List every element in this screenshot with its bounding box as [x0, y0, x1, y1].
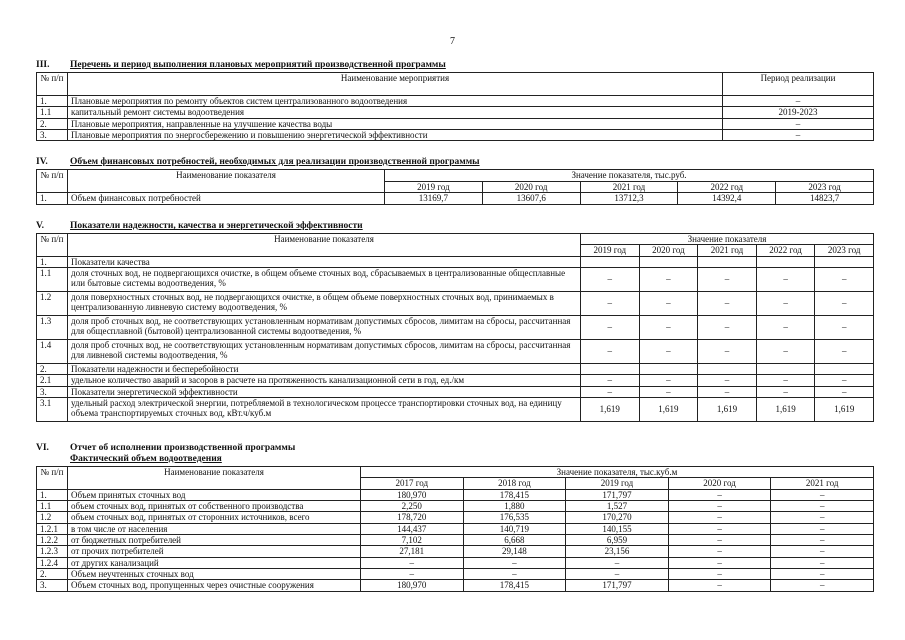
- row-value: –: [668, 568, 771, 579]
- row-name: от других канализаций: [68, 557, 361, 568]
- row-name: Показатели энергетической эффективности: [68, 386, 581, 397]
- row-value: –: [756, 267, 815, 291]
- row-name: от бюджетных потребителей: [68, 534, 361, 545]
- row-value: –: [771, 500, 874, 511]
- table-row: [37, 512, 874, 523]
- row-number: 1.1: [37, 107, 68, 118]
- year-header: 2019 год: [566, 478, 669, 489]
- row-value: –: [581, 339, 640, 363]
- row-value: [815, 256, 874, 267]
- row-number: 1.2.1: [37, 523, 68, 534]
- row-value: [698, 363, 757, 374]
- row-value: –: [756, 339, 815, 363]
- section-title: Показатели надежности, качества и энергетической эффективности: [70, 221, 363, 231]
- row-value: 171,797: [566, 489, 669, 500]
- row-value: [698, 256, 757, 267]
- row-value: –: [581, 291, 640, 315]
- table-row: [37, 534, 874, 545]
- row-value: –: [815, 375, 874, 386]
- row-number: 2.: [37, 363, 68, 374]
- row-value: 13607,6: [482, 193, 580, 204]
- section-5-heading: [36, 221, 874, 232]
- row-number: 1.1: [37, 500, 68, 511]
- col-header-value: Значение показателя: [581, 233, 874, 244]
- row-period: –: [723, 129, 874, 140]
- table-row: [37, 95, 874, 106]
- row-value: –: [581, 386, 640, 397]
- year-header: 2020 год: [482, 181, 580, 192]
- row-value: 14392,4: [678, 193, 776, 204]
- table-row: [37, 291, 874, 315]
- row-value: 1,619: [756, 397, 815, 421]
- row-value: –: [756, 386, 815, 397]
- row-value: –: [771, 557, 874, 568]
- row-value: 180,970: [361, 489, 464, 500]
- year-header: 2019 год: [385, 181, 483, 192]
- year-header: 2021 год: [698, 245, 757, 256]
- row-value: –: [361, 557, 464, 568]
- row-value: –: [566, 557, 669, 568]
- row-value: –: [756, 375, 815, 386]
- row-value: 1,880: [463, 500, 566, 511]
- row-value: –: [668, 523, 771, 534]
- row-value: 6,668: [463, 534, 566, 545]
- row-value: –: [756, 291, 815, 315]
- row-value: [756, 363, 815, 374]
- indicators-table: [36, 233, 874, 422]
- row-number: 1.4: [37, 339, 68, 363]
- col-header-name: Наименование показателя: [68, 169, 385, 192]
- row-number: 1.: [37, 489, 68, 500]
- row-number: 3.: [37, 386, 68, 397]
- row-number: 1.2.4: [37, 557, 68, 568]
- table-row: [37, 546, 874, 557]
- row-value: 27,181: [361, 546, 464, 557]
- table-row: [37, 267, 874, 291]
- row-number: 3.: [37, 580, 68, 591]
- page-number: 7: [450, 36, 455, 47]
- row-value: –: [581, 375, 640, 386]
- row-value: 140,155: [566, 523, 669, 534]
- row-value: 178,415: [463, 580, 566, 591]
- row-name: капитальный ремонт системы водоотведения: [68, 107, 723, 118]
- row-name: Плановые мероприятия, направленные на улучшение качества воды: [68, 118, 723, 129]
- row-number: 1.2.2: [37, 534, 68, 545]
- row-value: [756, 256, 815, 267]
- section-3: [36, 60, 874, 141]
- row-value: [581, 256, 640, 267]
- section-6: [36, 443, 874, 592]
- row-name: доля поверхностных сточных вод, не подвергающихся очистке, в общем объеме поверхностных сточных вод, принимаемых в централизованную ливневую систему водоотведения, %: [68, 291, 581, 315]
- row-value: –: [361, 568, 464, 579]
- table-row: [37, 489, 874, 500]
- row-value: 176,535: [463, 512, 566, 523]
- row-number: 1.2.3: [37, 546, 68, 557]
- row-value: –: [815, 267, 874, 291]
- row-value: 171,797: [566, 580, 669, 591]
- col-header-value: Значение показателя, тыс.руб.: [385, 169, 874, 181]
- row-name: доля проб сточных вод, не соответствующих установленным нормативам допустимых сбросов, лимитам на сбросы, рассчитанная для ливневой системы водоотведения, %: [68, 339, 581, 363]
- year-header: 2022 год: [678, 181, 776, 192]
- year-header: 2021 год: [771, 478, 874, 489]
- row-value: –: [698, 267, 757, 291]
- row-value: –: [771, 489, 874, 500]
- col-header-value: Значение показателя, тыс.куб.м: [361, 466, 874, 477]
- row-value: [639, 256, 698, 267]
- row-number: 1.2: [37, 512, 68, 523]
- row-value: 1,619: [581, 397, 640, 421]
- row-value: –: [698, 386, 757, 397]
- row-value: –: [815, 315, 874, 339]
- row-value: –: [668, 546, 771, 557]
- row-name: от прочих потребителей: [68, 546, 361, 557]
- table-row: [37, 129, 874, 140]
- table-row: [37, 107, 874, 118]
- col-header-no: № п/п: [37, 72, 68, 95]
- row-value: 1,619: [639, 397, 698, 421]
- row-number: 1.1: [37, 267, 68, 291]
- year-header: 2020 год: [668, 478, 771, 489]
- row-value: –: [698, 375, 757, 386]
- row-value: 7,102: [361, 534, 464, 545]
- section-number: IV.: [36, 157, 48, 167]
- row-value: –: [668, 557, 771, 568]
- row-value: 29,148: [463, 546, 566, 557]
- year-header: 2019 год: [581, 245, 640, 256]
- table-row: [37, 363, 874, 374]
- row-value: 13712,3: [580, 193, 678, 204]
- row-value: –: [668, 500, 771, 511]
- row-number: 1.: [37, 193, 68, 204]
- row-name: Объем принятых сточных вод: [68, 489, 361, 500]
- table-row: [37, 315, 874, 339]
- section-3-heading: [36, 60, 874, 71]
- row-value: [639, 363, 698, 374]
- table-row: [37, 118, 874, 129]
- row-value: 178,415: [463, 489, 566, 500]
- row-value: –: [771, 534, 874, 545]
- row-number: 1.2: [37, 291, 68, 315]
- report-table: [36, 466, 874, 592]
- row-name: Объем финансовых потребностей: [68, 193, 385, 204]
- row-value: –: [463, 557, 566, 568]
- row-value: –: [581, 315, 640, 339]
- col-header-no: № п/п: [37, 466, 68, 489]
- row-value: –: [771, 512, 874, 523]
- year-header: 2021 год: [580, 181, 678, 192]
- row-name: Объем сточных вод, пропущенных через очистные сооружения: [68, 580, 361, 591]
- row-value: –: [756, 315, 815, 339]
- row-value: –: [815, 291, 874, 315]
- row-value: 178,720: [361, 512, 464, 523]
- row-value: –: [639, 386, 698, 397]
- table-row: [37, 568, 874, 579]
- row-value: 1,527: [566, 500, 669, 511]
- row-period: –: [723, 95, 874, 106]
- row-value: –: [771, 546, 874, 557]
- year-header: 2020 год: [639, 245, 698, 256]
- section-number: V.: [36, 221, 45, 231]
- year-header: 2023 год: [815, 245, 874, 256]
- table-row: [37, 580, 874, 591]
- row-name: Показатели надежности и бесперебойности: [68, 363, 581, 374]
- row-value: 144,437: [361, 523, 464, 534]
- col-header-period: Период реализации: [723, 72, 874, 95]
- table-row: [37, 386, 874, 397]
- row-number: 3.: [37, 129, 68, 140]
- row-value: –: [698, 315, 757, 339]
- row-period: –: [723, 118, 874, 129]
- year-header: 2018 год: [463, 478, 566, 489]
- section-title: Перечень и период выполнения плановых мероприятий производственной программы: [70, 60, 446, 70]
- row-value: –: [668, 489, 771, 500]
- col-header-no: № п/п: [37, 169, 68, 192]
- row-value: –: [771, 523, 874, 534]
- activities-table: [36, 72, 874, 141]
- row-value: 170,270: [566, 512, 669, 523]
- row-number: 2.: [37, 118, 68, 129]
- table-row: [37, 397, 874, 421]
- row-value: 13169,7: [385, 193, 483, 204]
- row-name: доля сточных вод, не подвергающихся очистке, в общем объеме сточных вод, сбрасываемых в централизованные общесплавные или бытовые системы водоотведения, %: [68, 267, 581, 291]
- row-name: объем сточных вод, принятых от собственного производства: [68, 500, 361, 511]
- row-number: 3.1: [37, 397, 68, 421]
- row-value: [581, 363, 640, 374]
- section-title: Отчет об исполнении производственной программы: [70, 443, 296, 453]
- row-value: –: [698, 291, 757, 315]
- row-name: Плановые мероприятия по ремонту объектов систем централизованного водоотведения: [68, 95, 723, 106]
- row-value: 23,156: [566, 546, 669, 557]
- row-value: –: [639, 339, 698, 363]
- row-period: 2019-2023: [723, 107, 874, 118]
- row-value: –: [581, 267, 640, 291]
- row-value: 180,970: [361, 580, 464, 591]
- row-value: –: [771, 580, 874, 591]
- row-value: –: [639, 291, 698, 315]
- row-value: –: [668, 512, 771, 523]
- row-name: Объем неучтенных сточных вод: [68, 568, 361, 579]
- section-6-heading: [36, 443, 874, 454]
- section-subtitle: Фактический объем водоотведения: [70, 453, 222, 464]
- year-header: 2022 год: [756, 245, 815, 256]
- table-row: [37, 523, 874, 534]
- table-row: [37, 339, 874, 363]
- row-name: объем сточных вод, принятых от сторонних источников, всего: [68, 512, 361, 523]
- row-value: –: [668, 580, 771, 591]
- section-5: [36, 221, 874, 422]
- table-row: [37, 375, 874, 386]
- row-name: доля проб сточных вод, не соответствующих установленным нормативам допустимых сбросов, лимитам на сбросы, рассчитанная для общесплавной (бытовой) централизованной системы водоотведения, %: [68, 315, 581, 339]
- row-value: –: [639, 267, 698, 291]
- row-value: –: [771, 568, 874, 579]
- row-name: удельное количество аварий и засоров в расчете на протяженность канализационной сети в год, ед./км: [68, 375, 581, 386]
- row-value: –: [815, 386, 874, 397]
- row-value: –: [639, 375, 698, 386]
- table-row: [37, 256, 874, 267]
- table-row: [37, 193, 874, 204]
- section-title: Объем финансовых потребностей, необходимых для реализации производственной программы: [70, 157, 480, 167]
- row-value: –: [668, 534, 771, 545]
- row-name: Плановые мероприятия по энергосбережению и повышению энергетической эффективности: [68, 129, 723, 140]
- row-name: в том числе от населения: [68, 523, 361, 534]
- section-6-subheading: [36, 454, 874, 465]
- col-header-no: № п/п: [37, 233, 68, 256]
- row-value: –: [639, 315, 698, 339]
- row-value: 1,619: [815, 397, 874, 421]
- row-number: 1.: [37, 95, 68, 106]
- row-number: 1.3: [37, 315, 68, 339]
- row-name: удельный расход электрической энергии, потребляемой в технологическом процессе транспортировки сточных вод, на единицу объема транспортируемых сточных вод, кВт.ч/куб.м: [68, 397, 581, 421]
- col-header-name: Наименование показателя: [68, 466, 361, 489]
- section-number: VI.: [36, 443, 49, 453]
- row-value: –: [463, 568, 566, 579]
- row-name: Показатели качества: [68, 256, 581, 267]
- section-number: III.: [36, 60, 50, 70]
- section-4: [36, 157, 874, 205]
- row-number: 2.1: [37, 375, 68, 386]
- col-header-name: Наименование мероприятия: [68, 72, 723, 95]
- year-header: 2023 год: [776, 181, 874, 192]
- year-header: 2017 год: [361, 478, 464, 489]
- row-value: –: [698, 339, 757, 363]
- row-number: 2.: [37, 568, 68, 579]
- finance-table: [36, 169, 874, 205]
- table-row: [37, 557, 874, 568]
- row-value: 2,250: [361, 500, 464, 511]
- col-header-name: Наименование показателя: [68, 233, 581, 256]
- row-number: 1.: [37, 256, 68, 267]
- row-value: 6,959: [566, 534, 669, 545]
- row-value: 14823,7: [776, 193, 874, 204]
- row-value: –: [566, 568, 669, 579]
- row-value: [815, 363, 874, 374]
- table-row: [37, 500, 874, 511]
- row-value: 140,719: [463, 523, 566, 534]
- row-value: –: [815, 339, 874, 363]
- section-4-heading: [36, 157, 874, 168]
- row-value: 1,619: [698, 397, 757, 421]
